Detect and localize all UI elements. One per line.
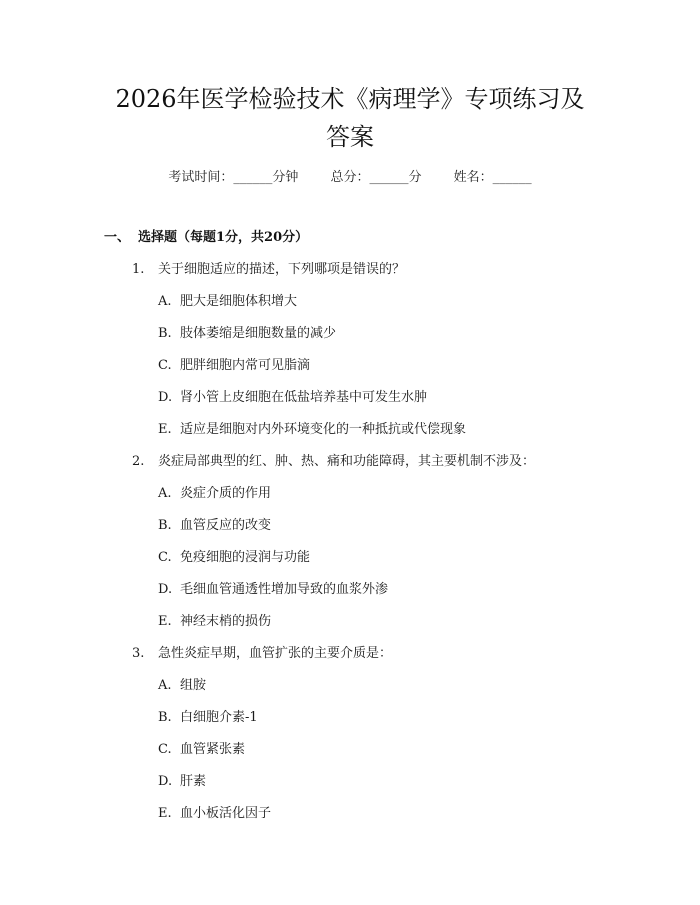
score-label: 总分： xyxy=(330,170,370,185)
option-text: 血小板活化因子 xyxy=(180,806,272,821)
option-2a xyxy=(158,484,271,504)
option-2c xyxy=(158,548,310,568)
option-3e xyxy=(158,804,271,824)
student-name xyxy=(454,168,532,188)
option-text: 肥胖细胞内常可见脂滴 xyxy=(180,358,311,373)
option-text: 适应是细胞对内外环境变化的一种抵抗或代偿现象 xyxy=(180,422,467,437)
option-3b xyxy=(158,708,258,728)
option-3a xyxy=(158,676,206,696)
question-text: 关于细胞适应的描述，下列哪项是错误的？ xyxy=(158,262,406,277)
option-2e xyxy=(158,612,271,632)
question-number: 1. xyxy=(132,262,145,277)
option-letter: C. xyxy=(158,550,172,565)
score-unit: 分 xyxy=(408,170,422,185)
option-3c xyxy=(158,740,245,760)
option-letter: D. xyxy=(158,390,173,405)
option-letter: E. xyxy=(158,614,172,629)
option-3d xyxy=(158,772,206,792)
option-2b xyxy=(158,516,271,536)
option-letter: A. xyxy=(158,294,172,309)
exam-time xyxy=(168,168,298,188)
question-3 xyxy=(132,644,392,664)
exam-meta xyxy=(0,168,700,188)
name-label: 姓名： xyxy=(453,170,493,185)
option-1d xyxy=(158,388,427,408)
time-blank: ______ xyxy=(233,170,273,185)
option-text: 肝素 xyxy=(180,774,207,789)
option-1a xyxy=(158,292,297,312)
question-1 xyxy=(132,260,405,280)
question-text: 急性炎症早期，血管扩张的主要介质是： xyxy=(158,646,393,661)
question-number: 3. xyxy=(132,646,145,661)
document-title xyxy=(60,80,640,156)
option-text: 血管反应的改变 xyxy=(180,518,272,533)
option-letter: A. xyxy=(158,486,172,501)
option-1e xyxy=(158,420,466,440)
option-1c xyxy=(158,356,310,376)
section-heading xyxy=(104,228,308,248)
time-unit: 分钟 xyxy=(272,170,299,185)
option-text: 肥大是细胞体积增大 xyxy=(180,294,298,309)
option-letter: B. xyxy=(158,326,172,341)
title-line-2: 答案 xyxy=(326,123,374,151)
option-letter: B. xyxy=(158,710,172,725)
option-letter: D. xyxy=(158,774,173,789)
option-text: 神经末梢的损伤 xyxy=(180,614,272,629)
option-2d xyxy=(158,580,388,600)
option-letter: D. xyxy=(158,582,173,597)
time-label: 考试时间： xyxy=(168,170,234,185)
option-text: 肾小管上皮细胞在低盐培养基中可发生水肿 xyxy=(180,390,428,405)
option-letter: B. xyxy=(158,518,172,533)
option-letter: A. xyxy=(158,678,172,693)
question-number: 2. xyxy=(132,454,145,469)
question-2 xyxy=(132,452,535,472)
option-text: 血管紧张素 xyxy=(180,742,246,757)
section-title: 选择题（每题1分，共20分） xyxy=(138,230,309,245)
option-letter: C. xyxy=(158,742,172,757)
option-letter: E. xyxy=(158,806,172,821)
option-text: 肢体萎缩是细胞数量的减少 xyxy=(180,326,337,341)
title-line-1: 2026年医学检验技术《病理学》专项练习及 xyxy=(115,85,585,113)
section-number: 一、 xyxy=(104,230,131,245)
option-text: 毛细血管通透性增加导致的血浆外渗 xyxy=(180,582,389,597)
option-text: 白细胞介素-1 xyxy=(180,710,258,725)
score-blank: ______ xyxy=(369,170,409,185)
option-text: 组胺 xyxy=(180,678,207,693)
option-letter: C. xyxy=(158,358,172,373)
option-text: 炎症介质的作用 xyxy=(180,486,272,501)
total-score xyxy=(330,168,421,188)
name-blank: ______ xyxy=(492,170,532,185)
option-1b xyxy=(158,324,336,344)
option-text: 免疫细胞的浸润与功能 xyxy=(180,550,311,565)
option-letter: E. xyxy=(158,422,172,437)
question-text: 炎症局部典型的红、肿、热、痛和功能障碍，其主要机制不涉及： xyxy=(158,454,536,469)
